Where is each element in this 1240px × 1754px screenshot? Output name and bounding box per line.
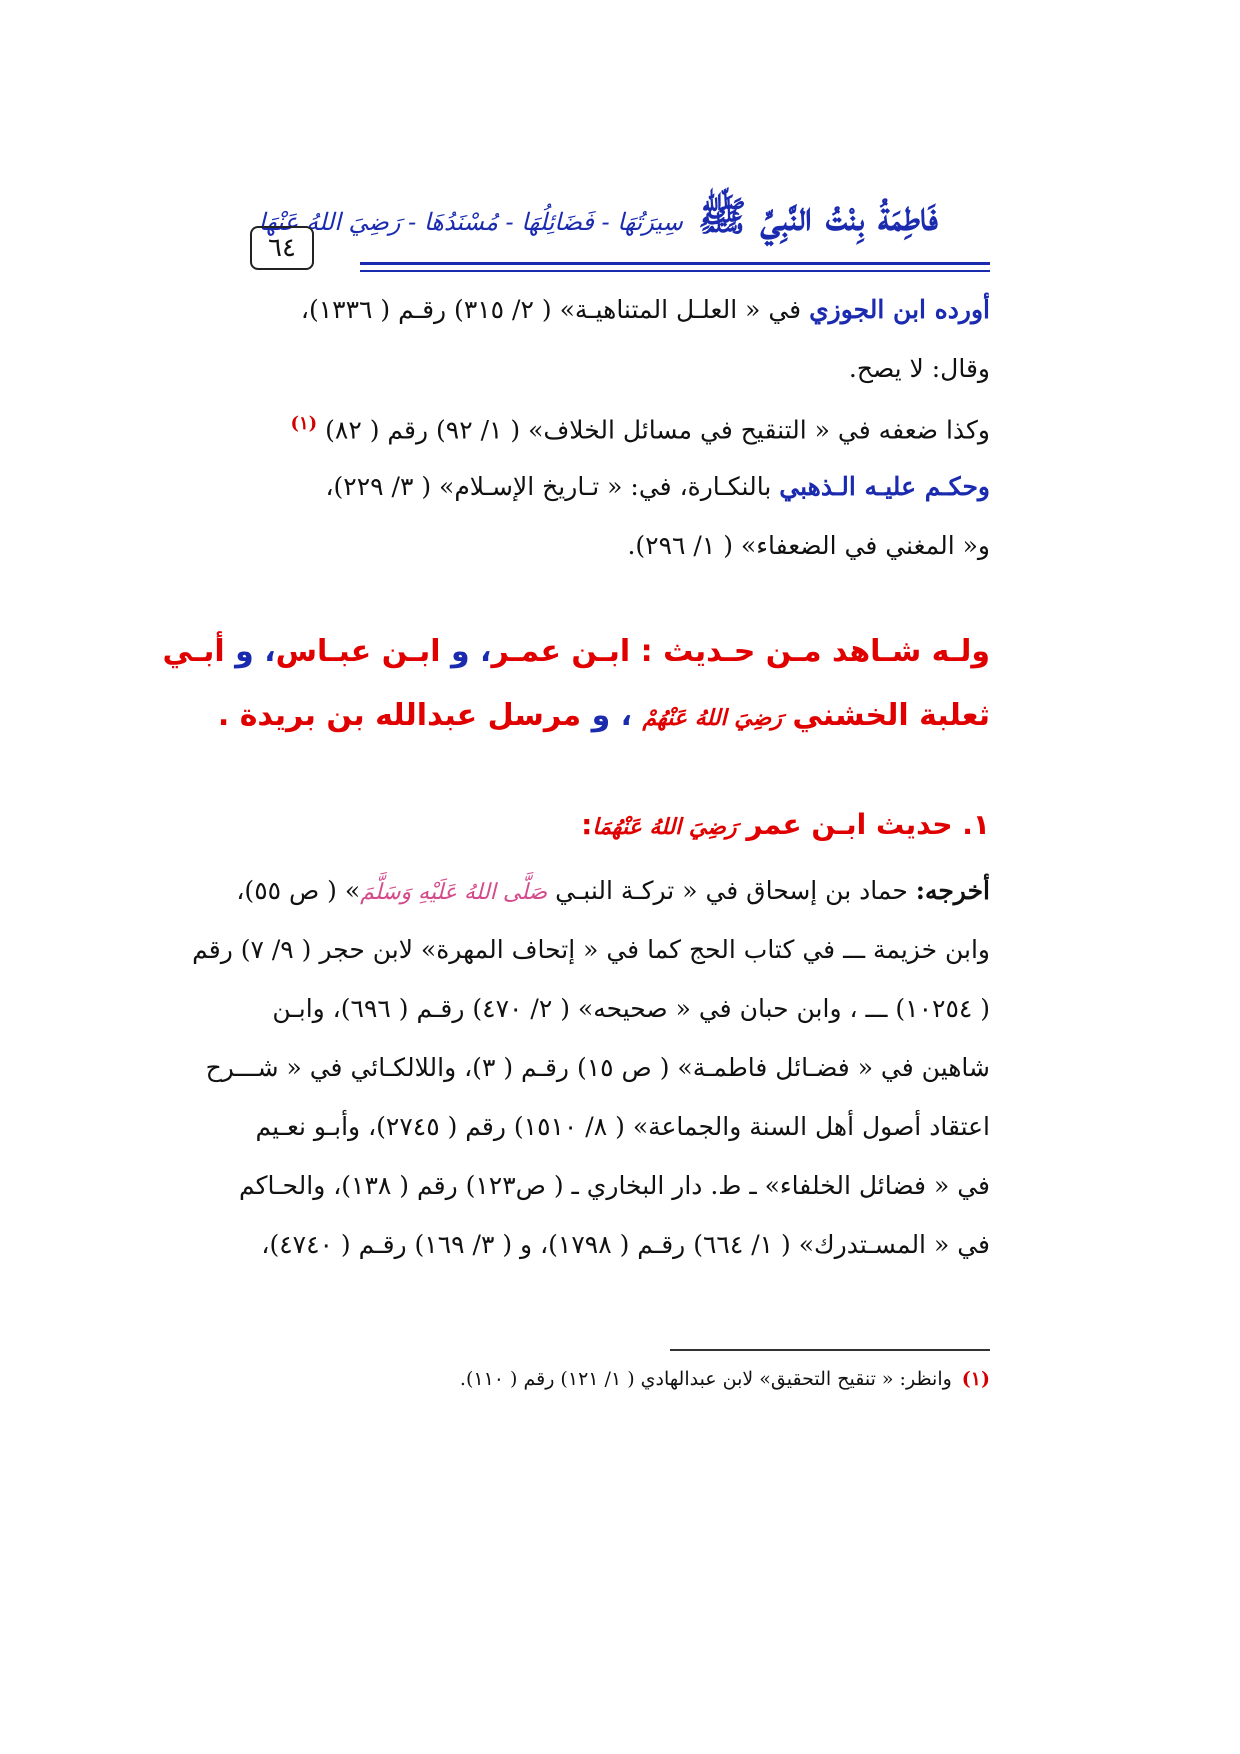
footnote-1 [460, 1368, 990, 1390]
witness-part-3: ابـن عبـاس [275, 634, 441, 669]
body-line-5: و« المغني في الضعفاء» ( ١/ ٢٩٦). [627, 531, 990, 560]
book-title [259, 192, 938, 250]
section-1-line-6: في « فضائل الخلفاء» ـ ط. دار البخاري ـ ( ص١٢٣) رقم ( ١٣٨)، والحـاكم [239, 1171, 990, 1200]
header-rule-top [360, 262, 990, 265]
body-line-2: وقال: لا يصح. [848, 354, 990, 383]
section-1-line-5: اعتقاد أصول أهل السنة والجماعة» ( ٨/ ١٥١٠) رقم ( ٢٧٤٥)، وأبـو نعـيم [255, 1112, 990, 1141]
witness-line2-sep: ، و [581, 698, 643, 733]
scholar-name-ibn-aljawzi: أورده ابن الجوزي [809, 295, 990, 324]
section-1-heading [581, 808, 990, 841]
body-line-4-text: بالنكـارة، في: « تـاريخ الإسـلام» ( ٣/ ٢٢٩)، [325, 472, 780, 501]
witness-line2-part-1: ثعلبة الخشني [781, 698, 990, 733]
witness-part-1: ولـه شـاهد مـن حـديث : ابـن عمـر [491, 634, 990, 669]
section-1-colon: : [581, 808, 593, 841]
body-line-3-text: وكذا ضعفه في « التنقيح في مسائل الخلاف» ( ١/ ٩٢) رقم ( ٨٢) [325, 415, 990, 445]
footnote-separator [670, 1349, 990, 1351]
footnote-mark: (١) [961, 1368, 990, 1390]
section-1-line-1-end: » ( ص ٥٥)، [236, 876, 361, 905]
witness-line2-part-3: مرسل عبدالله بن بريدة . [217, 698, 582, 733]
body-line-4 [250, 472, 990, 501]
running-header [250, 186, 990, 281]
witness-sep-1: ، و [440, 634, 492, 669]
section-1-line-1 [236, 876, 990, 905]
body-line-1 [250, 295, 990, 324]
body-line-3 [250, 413, 990, 444]
honorific-salla-allahu-alayhi: صَلَّى اللهُ عَلَيْهِ وَسَلَّمَ [360, 880, 548, 905]
page-number: ٦٤ [250, 226, 314, 270]
header-rule-bottom [360, 270, 990, 272]
section-1-title: ١. حديث ابـن عمر [746, 808, 990, 841]
honorific-radiyallahu-anhuma: رَضِيَ اللهُ عَنْهُمَا [592, 814, 737, 840]
section-1-line-4: شاهين في « فضـائل فاطمـة» ( ص ١٥) رقـم ( ٣)، واللالكـائي في « شـــرح [205, 1053, 990, 1082]
section-1-line-3: ( ١٠٢٥٤) ـــ ، وابن حبان في « صحيحه» ( ٢/ ٤٧٠) رقـم ( ٦٩٦)، وابـن [272, 994, 990, 1023]
honorific-radiyallahu-anhum: رَضِيَ اللهُ عَنْهُمْ [642, 705, 782, 731]
book-subtitle: سِيرَتُهَا - فَضَائِلُهَا - مُسْنَدُهَا - رَضِيَ اللهُ عَنْهَا [258, 208, 683, 236]
section-1-line-7: في « المسـتدرك» ( ١/ ٦٦٤) رقـم ( ١٧٩٨)، و ( ٣/ ١٦٩) رقـم ( ٤٧٤٠)، [261, 1230, 990, 1259]
footnote-reference[interactable]: (١) [290, 413, 318, 434]
witness-sep-2: ، و [224, 634, 276, 669]
section-1-line-2: وابن خزيمة ـــ في كتاب الحج كما في « إتحاف المهرة» لابن حجر ( ٩/ ٧) رقم [192, 935, 990, 964]
witness-part-5: أبـي [162, 634, 225, 669]
body-line-1-text: في « العلـل المتناهيـة» ( ٢/ ٣١٥) رقـم ( ١٣٣٦)، [300, 295, 810, 324]
book-title-main: فَاطِمَةُ بِنْتُ النَّبِيِّ ﷺ [698, 193, 938, 240]
akhrajahu-label: أخرجه: [915, 876, 990, 905]
footnote-text: وانظر: « تنقيح التحقيق» لابن عبدالهادي ( ١/ ١٢١) رقم ( ١١٠). [459, 1368, 952, 1390]
witness-heading-line-1 [162, 634, 990, 669]
witness-heading-line-2 [217, 698, 990, 733]
scholar-name-dhahabi: وحكـم عليـه الـذهبي [779, 472, 990, 501]
section-1-line-1-text: حماد بن إسحاق في « تركـة النبـي [547, 876, 916, 905]
